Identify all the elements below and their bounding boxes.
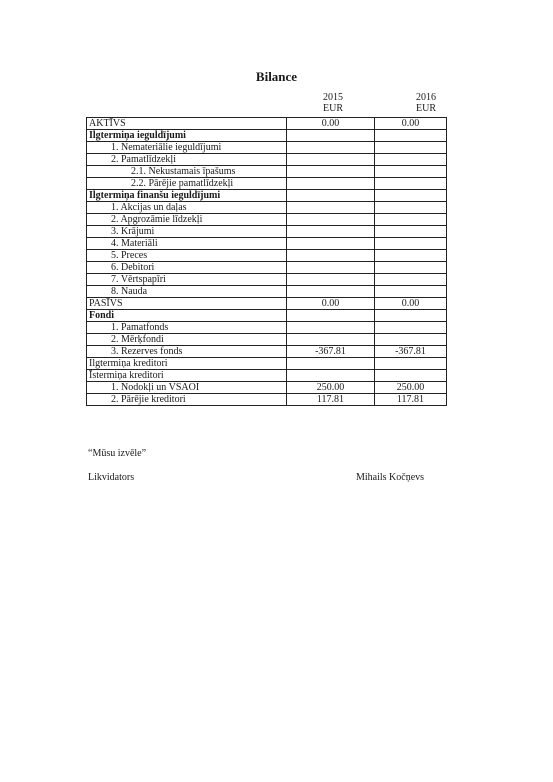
row-label: 7. Vērtspapīri — [87, 274, 287, 286]
row-label: 2. Pamatlīdzekļi — [87, 154, 287, 166]
table-row — [87, 394, 447, 406]
value-2015 — [287, 226, 375, 238]
value-2016: 0.00 — [375, 118, 447, 130]
row-label: 1. Nemateriālie ieguldījumi — [87, 142, 287, 154]
table-row — [87, 286, 447, 298]
column-currency: EUR — [416, 103, 436, 114]
value-2015 — [287, 370, 375, 382]
signer-role: Likvidators — [88, 472, 135, 483]
value-2016 — [375, 154, 447, 166]
table-row — [87, 202, 447, 214]
value-2016 — [375, 310, 447, 322]
value-2015 — [287, 262, 375, 274]
table-row — [87, 238, 447, 250]
row-label: PASĪVS — [87, 298, 287, 310]
value-2015: 0.00 — [287, 298, 375, 310]
value-2015 — [287, 214, 375, 226]
row-label: 5. Preces — [87, 250, 287, 262]
row-label: 8. Nauda — [87, 286, 287, 298]
value-2016 — [375, 190, 447, 202]
value-2016: -367.81 — [375, 346, 447, 358]
row-label: 2.1. Nekustamais īpašums — [87, 166, 287, 178]
value-2015 — [287, 334, 375, 346]
value-2015: 0.00 — [287, 118, 375, 130]
table-row — [87, 274, 447, 286]
table-row — [87, 298, 447, 310]
value-2016 — [375, 202, 447, 214]
value-2015 — [287, 358, 375, 370]
table-row — [87, 166, 447, 178]
value-2015 — [287, 166, 375, 178]
table-row — [87, 382, 447, 394]
value-2015 — [287, 142, 375, 154]
row-label: Ilgtermiņa kreditori — [87, 358, 287, 370]
value-2016 — [375, 178, 447, 190]
column-header-2015 — [293, 92, 373, 114]
table-row — [87, 118, 447, 130]
value-2016 — [375, 238, 447, 250]
value-2015 — [287, 130, 375, 142]
value-2015 — [287, 154, 375, 166]
column-year: 2015 — [323, 92, 343, 103]
table-row — [87, 358, 447, 370]
row-label: 2. Pārējie kreditori — [87, 394, 287, 406]
row-label: AKTĪVS — [87, 118, 287, 130]
value-2016 — [375, 322, 447, 334]
value-2015: 250.00 — [287, 382, 375, 394]
value-2016 — [375, 142, 447, 154]
organization-name: “Mūsu izvēle” — [88, 448, 147, 459]
value-2015 — [287, 190, 375, 202]
row-label: Ilgtermiņa finanšu ieguldījumi — [87, 190, 287, 202]
balance-table — [86, 117, 447, 406]
row-label: 3. Rezerves fonds — [87, 346, 287, 358]
value-2016 — [375, 358, 447, 370]
table-row — [87, 214, 447, 226]
value-2015 — [287, 202, 375, 214]
value-2016 — [375, 262, 447, 274]
value-2015: -367.81 — [287, 346, 375, 358]
value-2016: 117.81 — [375, 394, 447, 406]
table-row — [87, 346, 447, 358]
table-row — [87, 370, 447, 382]
table-row — [87, 154, 447, 166]
row-label: Ilgtermiņa ieguldījumi — [87, 130, 287, 142]
balance-table-body — [87, 118, 447, 406]
table-row — [87, 178, 447, 190]
value-2015 — [287, 238, 375, 250]
value-2016 — [375, 286, 447, 298]
value-2016 — [375, 226, 447, 238]
row-label: 4. Materiāli — [87, 238, 287, 250]
table-row — [87, 142, 447, 154]
value-2015 — [287, 310, 375, 322]
value-2016 — [375, 130, 447, 142]
table-row — [87, 130, 447, 142]
value-2016 — [375, 370, 447, 382]
row-label: Īstermiņa kreditori — [87, 370, 287, 382]
value-2015 — [287, 178, 375, 190]
row-label: 2.2. Pārējie pamatlīdzekļi — [87, 178, 287, 190]
value-2016: 250.00 — [375, 382, 447, 394]
row-label: 1. Pamatfonds — [87, 322, 287, 334]
table-row — [87, 250, 447, 262]
row-label: Fondi — [87, 310, 287, 322]
page-title: Bilance — [255, 69, 298, 84]
value-2016 — [375, 214, 447, 226]
row-label: 1. Akcijas un daļas — [87, 202, 287, 214]
signer-name: Mihails Kočņevs — [356, 472, 425, 483]
table-row — [87, 334, 447, 346]
value-2015 — [287, 322, 375, 334]
value-2015 — [287, 286, 375, 298]
table-row — [87, 322, 447, 334]
value-2015 — [287, 274, 375, 286]
row-label: 1. Nodokļi un VSAOI — [87, 382, 287, 394]
value-2016 — [375, 274, 447, 286]
value-2016 — [375, 250, 447, 262]
table-row — [87, 262, 447, 274]
column-currency: EUR — [323, 103, 343, 114]
row-label: 6. Debitori — [87, 262, 287, 274]
value-2015 — [287, 250, 375, 262]
table-row — [87, 310, 447, 322]
value-2016 — [375, 334, 447, 346]
column-header-2016 — [386, 92, 466, 114]
value-2016 — [375, 166, 447, 178]
value-2016: 0.00 — [375, 298, 447, 310]
table-row — [87, 226, 447, 238]
value-2015: 117.81 — [287, 394, 375, 406]
row-label: 2. Apgrozāmie līdzekļi — [87, 214, 287, 226]
table-row — [87, 190, 447, 202]
row-label: 2. Mērķfondi — [87, 334, 287, 346]
row-label: 3. Krājumi — [87, 226, 287, 238]
column-year: 2016 — [416, 92, 436, 103]
